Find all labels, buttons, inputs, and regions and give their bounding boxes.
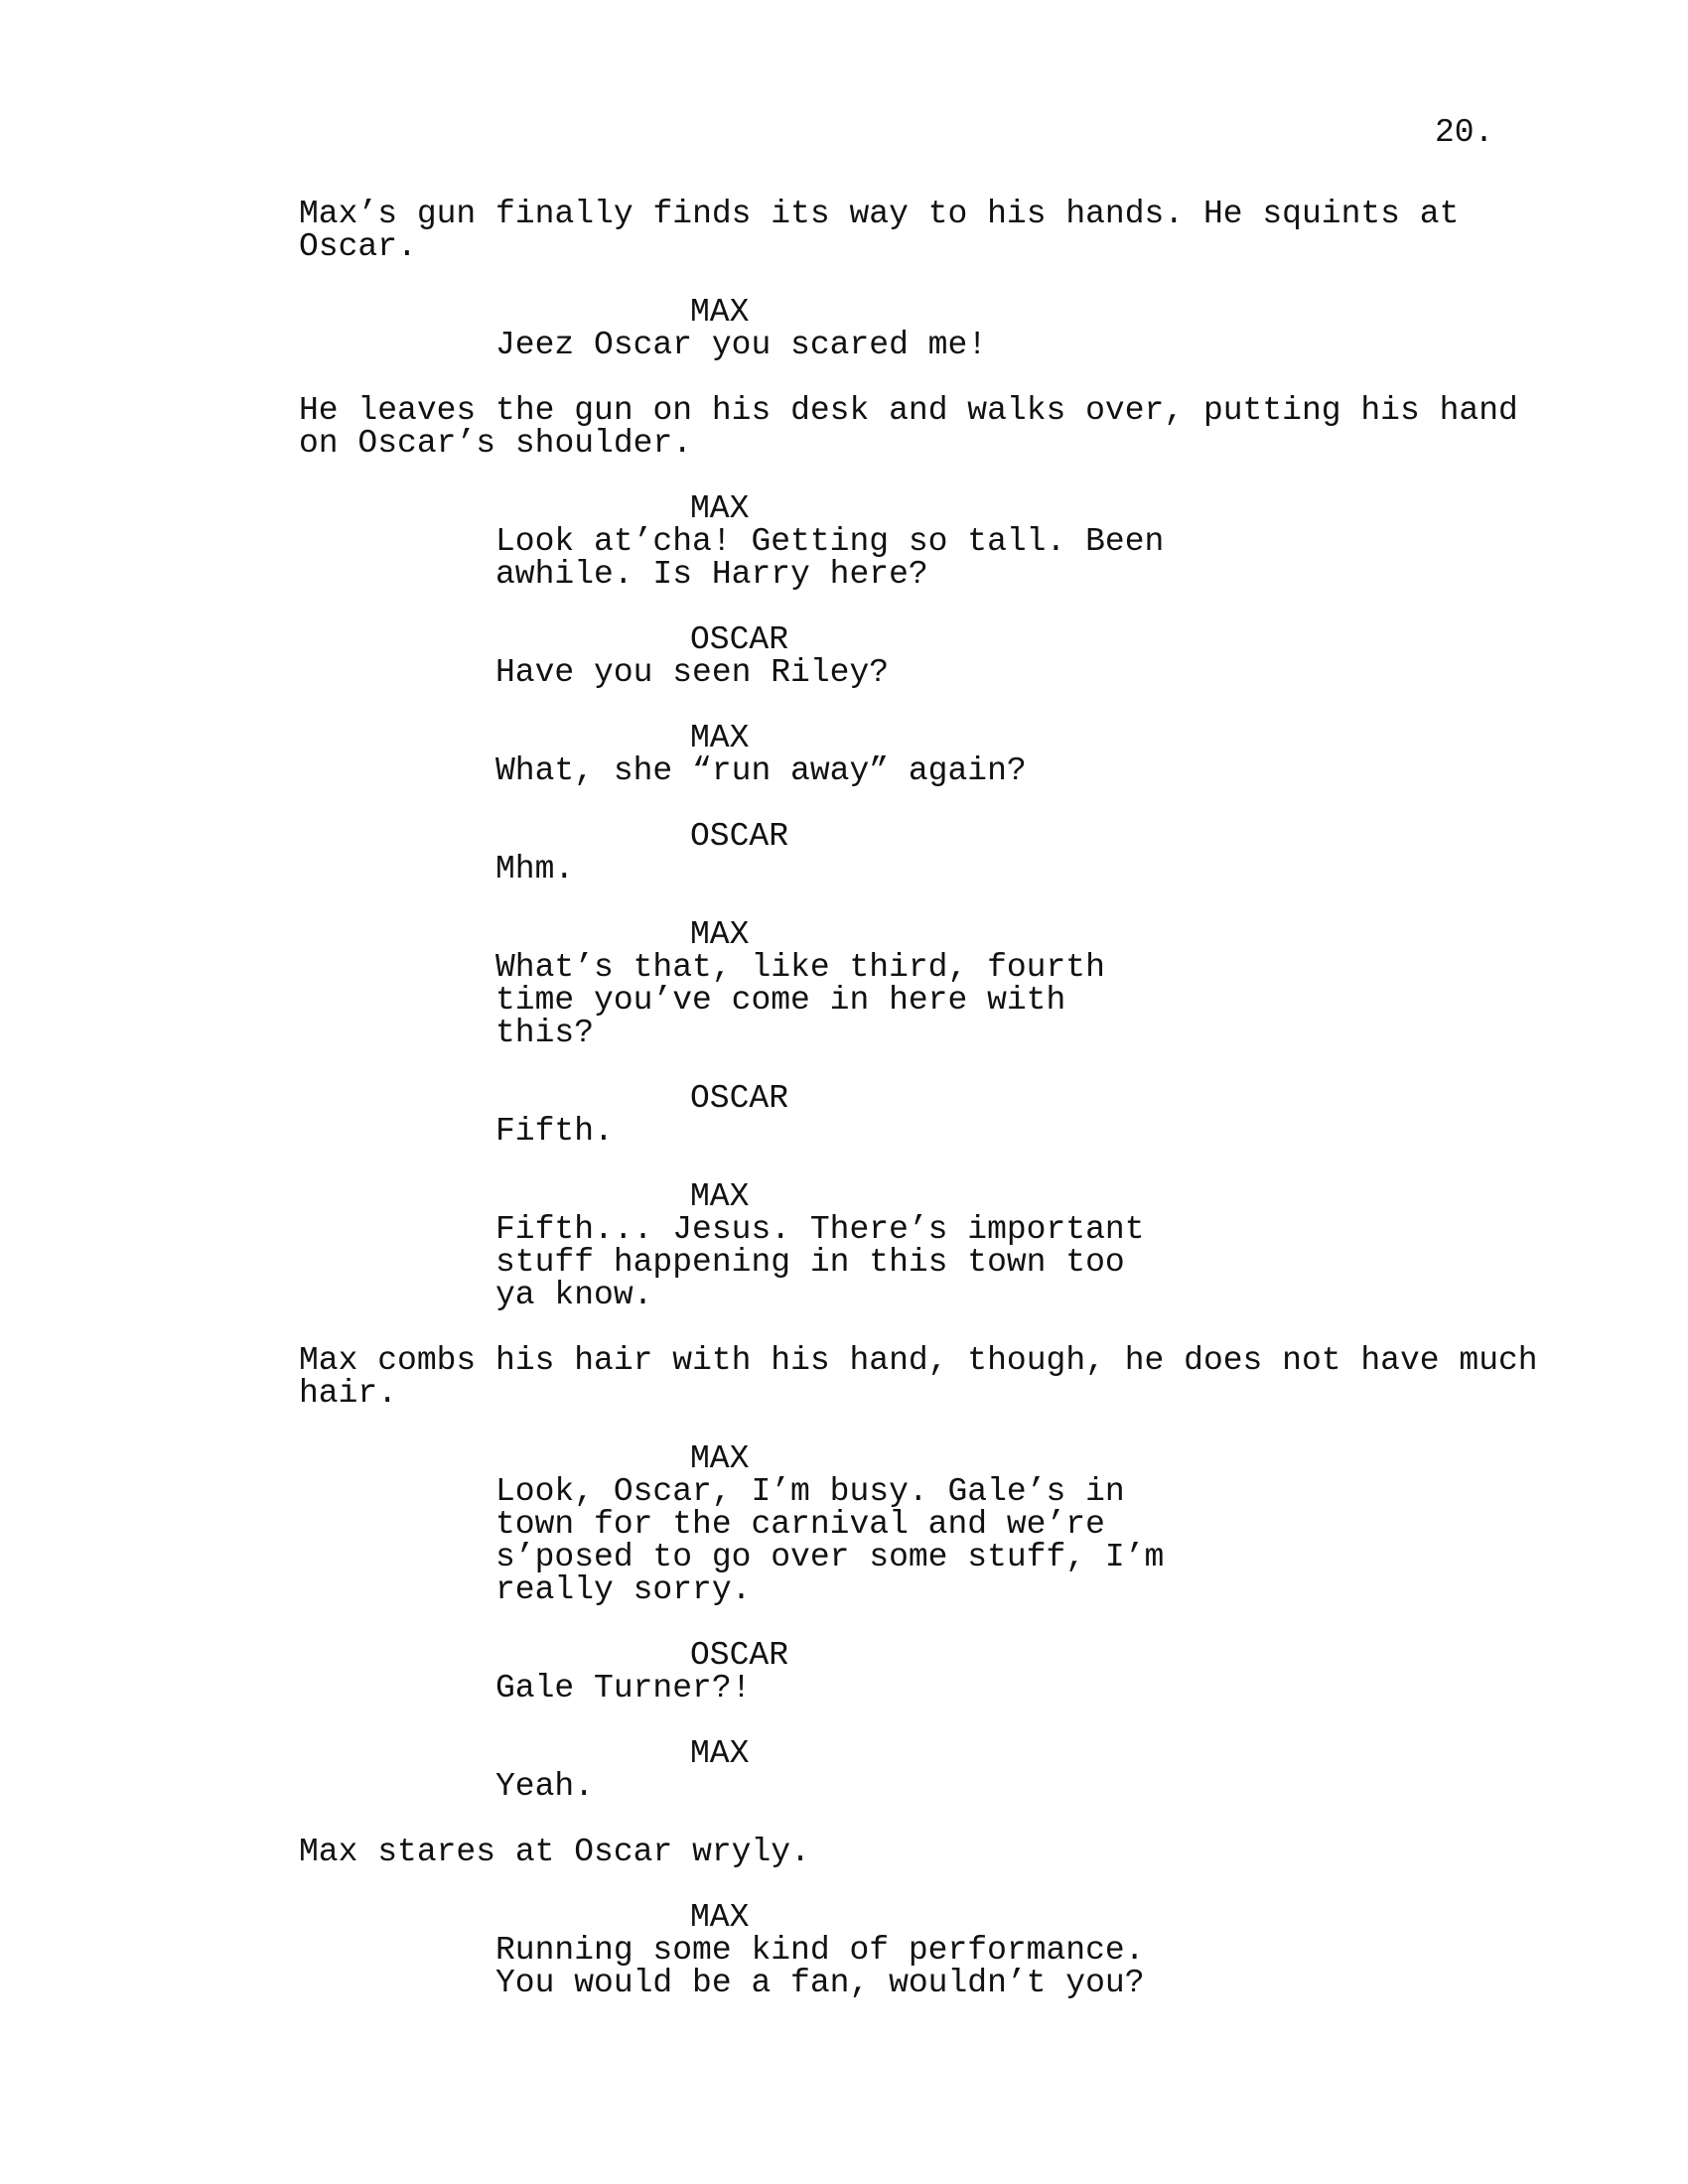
character-name: MAX — [690, 1735, 750, 1772]
action-line: Max stares at Oscar wryly. — [299, 1834, 810, 1870]
dialogue-line: What’s that, like third, fourth time you’ve come in here with this? — [495, 949, 1105, 1051]
dialogue-line: Have you seen Riley? — [495, 654, 890, 691]
dialogue-line: Fifth... Jesus. There’s important stuff happening in this town too ya know. — [495, 1211, 1145, 1313]
character-name: MAX — [690, 490, 750, 527]
character-name: MAX — [690, 1178, 750, 1215]
character-name: OSCAR — [690, 1080, 789, 1117]
action-line: Max’s gun finally finds its way to his hands. He squints at Oscar. — [299, 196, 1460, 265]
dialogue-line: What, she “run away” again? — [495, 752, 1027, 789]
action-line: Max combs his hair with his hand, though, he does not have much hair. — [299, 1342, 1538, 1412]
character-name: MAX — [690, 294, 750, 331]
character-name: MAX — [690, 720, 750, 756]
character-name: OSCAR — [690, 621, 789, 658]
dialogue-line: Yeah. — [495, 1768, 595, 1805]
dialogue-line: Running some kind of performance. You would be a fan, wouldn’t you? — [495, 1932, 1145, 2001]
dialogue-line: Look, Oscar, I’m busy. Gale’s in town for the carnival and we’re s’posed to go over some stuff, I’m really sorry. — [495, 1473, 1165, 1608]
dialogue-line: Gale Turner?! — [495, 1670, 752, 1706]
action-line: He leaves the gun on his desk and walks over, putting his hand on Oscar’s shoulder. — [299, 392, 1518, 462]
character-name: MAX — [690, 1440, 750, 1477]
dialogue-line: Jeez Oscar you scared me! — [495, 327, 988, 363]
character-name: OSCAR — [690, 818, 789, 855]
dialogue-line: Mhm. — [495, 851, 575, 887]
character-name: MAX — [690, 1899, 750, 1936]
page-number: 20. — [1435, 114, 1494, 151]
dialogue-line: Fifth. — [495, 1113, 614, 1150]
character-name: MAX — [690, 916, 750, 953]
dialogue-line: Look at’cha! Getting so tall. Been awhile. Is Harry here? — [495, 523, 1165, 593]
character-name: OSCAR — [690, 1637, 789, 1674]
